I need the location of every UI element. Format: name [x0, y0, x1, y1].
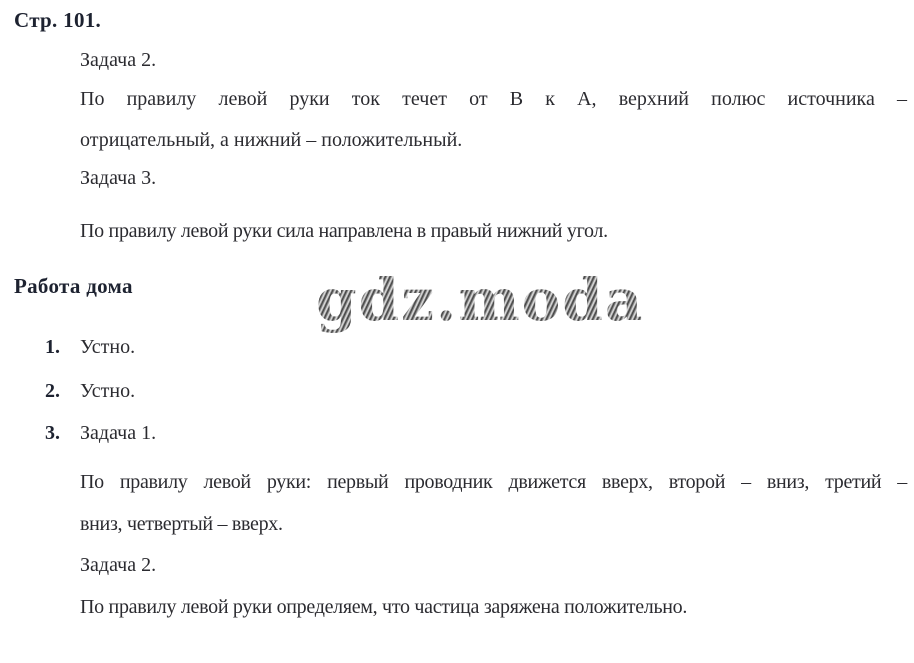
list-item-text: Задача 1. — [80, 422, 157, 444]
classwork-task3-answer: По правилу левой руки сила направлена в правый нижний угол. — [80, 220, 608, 242]
homework-list-item — [45, 422, 156, 445]
classwork-task3-label: Задача 3. — [80, 167, 157, 189]
classwork-task2-label: Задача 2. — [80, 49, 157, 71]
list-item-text: Устно. — [80, 380, 136, 402]
classwork-task2-answer-line2: отрицательный, а нижний – положительный. — [80, 129, 463, 151]
homework-task1-answer-line1: По правилу левой руки: первый проводник движется вверх, второй – вниз, третий – — [80, 471, 907, 493]
list-item-number: 3. — [45, 422, 60, 444]
page-number-heading: Стр. 101. — [14, 8, 102, 32]
classwork-task2-answer-line1: По правилу левой руки ток течет от В к А, верхний полюс источника – — [80, 88, 907, 110]
list-item-text: Устно. — [80, 336, 136, 358]
gdz-moda-watermark: gdz.moda — [316, 266, 645, 334]
homework-task2-label: Задача 2. — [80, 554, 157, 576]
list-item-number: 1. — [45, 336, 60, 358]
homework-section-title: Работа дома — [14, 274, 133, 298]
homework-list-item — [45, 380, 135, 403]
homework-list-item — [45, 336, 135, 359]
homework-task1-answer-line2: вниз, четвертый – вверх. — [80, 513, 283, 535]
list-item-number: 2. — [45, 380, 60, 402]
homework-task2-answer: По правилу левой руки определяем, что частица заряжена положительно. — [80, 596, 688, 618]
